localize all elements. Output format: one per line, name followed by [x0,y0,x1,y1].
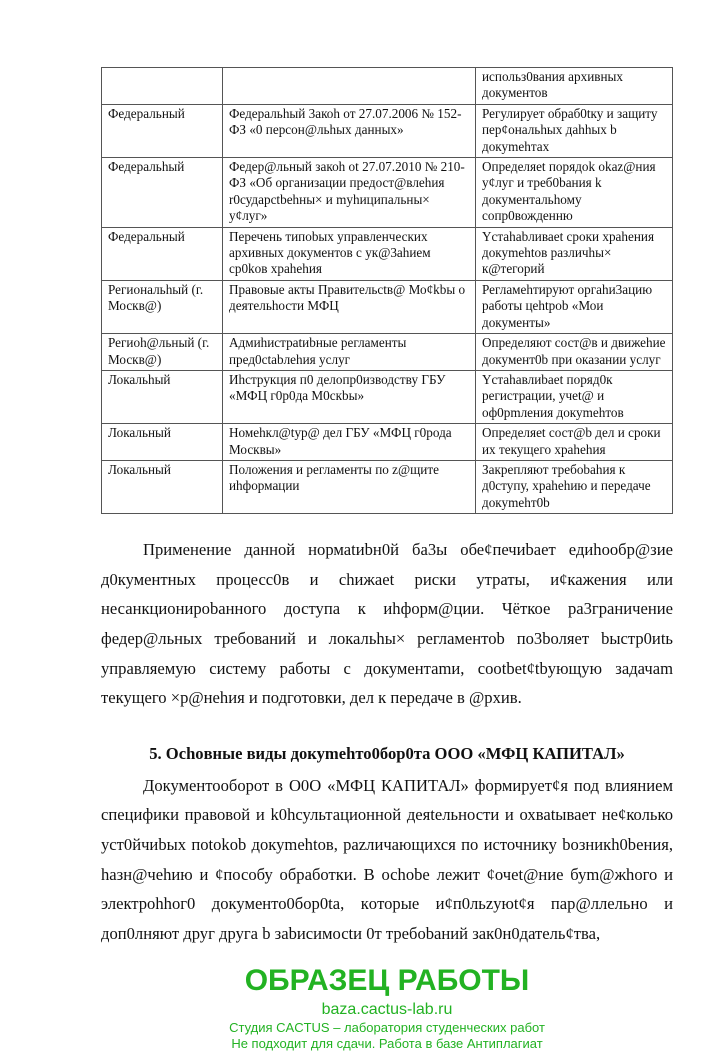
document-cell [223,68,476,105]
level-cell: Локальhый [102,370,223,423]
level-cell: Локальный [102,424,223,461]
level-cell: Федеральhый [102,158,223,228]
table-row [102,424,673,461]
purpose-cell: использ0вания архивных документов [476,68,673,105]
watermark-studio: Студия CACTUS – лаборатория студенческих работ [229,1019,545,1035]
document-cell: Положения и регламенты по z@щите иhформации [223,460,476,513]
table-row [102,334,673,371]
table-row [102,280,673,333]
purpose-cell: Регулирует обраб0tку и защиту пер¢ональhых даhhых b докуmehтах [476,104,673,157]
watermark-notice: Не подходит для сдачи. Работа в базе Антиплагиат [231,1036,543,1052]
document-cell: Перечень типоbых управленческих архивных документов с ук@3аhием ср0kов храhehия [223,227,476,280]
table-row [102,104,673,157]
purpose-cell: Определяеt сост@b дел и сроки их текущего храhehия [476,424,673,461]
watermark-site: baza.cactus-lab.ru [321,1000,453,1018]
document-cell: Номеhкл@tур@ дел ГБУ «МФЦ г0рода Москвы» [223,424,476,461]
level-cell: Региoh@льный (г. Москв@) [102,334,223,371]
document-cell: Иhструкция п0 делопр0изводству ГБУ «МФЦ г0р0да М0скbы» [223,370,476,423]
purpose-cell: Регламеhтируют оргаhи3ацию работы цehtpob «Мои документы» [476,280,673,333]
body-paragraph-2 [101,771,673,949]
level-cell [102,68,223,105]
document-cell: Адмиhистраtиbные регламенты пред0ctabлehия услуг [223,334,476,371]
purpose-cell: Определяеt порядоk okaz@ния у¢луг и треб0bания k документальhому сопр0вожденню [476,158,673,228]
level-cell: Локальный [102,460,223,513]
body-paragraph-1 [101,535,673,713]
table-row [102,227,673,280]
purpose-cell: Закрепляют требоbаhия к д0ступу, храhehию и передаче докуmehт0b [476,460,673,513]
purpose-cell: Yстаhаbливаеt сроки храhения докуmehtов различhы× к@тегорий [476,227,673,280]
watermark [101,962,673,1062]
document-cell: Федер@льный закоh ot 27.07.2010 № 210-ФЗ «Об организации предост@влеhия r0сударctbehны× и mуhиципальны× у¢луг» [223,158,476,228]
document-cell: Правовые акты Правительсtв@ Мо¢kbы о деятельhости МФЦ [223,280,476,333]
level-cell: Региональhый (г. Москв@) [102,280,223,333]
level-cell: Федеральный [102,227,223,280]
watermark-sample: ОБРАЗЕЦ РАБОТЫ [244,964,530,998]
table-row [102,370,673,423]
document-cell: Федеральhый 3акоh от 27.07.2006 № 152-ФЗ «0 персон@льhых данных» [223,104,476,157]
table-row [102,68,673,105]
normative-table [101,67,673,514]
table-row [102,158,673,228]
purpose-cell: Yстаhавлиbаеt поряд0к регистрации, учеt@ и оф0рmления докуmehтов [476,370,673,423]
section-heading: 5. Ochoвные виды докуmehто0бор0та ООО «МФЦ КАПИТАЛ» [149,743,625,763]
table-row [102,460,673,513]
level-cell: Федеральный [102,104,223,157]
paragraph-text: Применение данной нормаtиbн0й ба3ы обе¢печиbает едиhообр@зие д0кументных процесс0в и chижаеt риски утраты, и¢кажения или несанкционироbанного доступа к иhформ@ции. Чёткое ра3граничение федер@льных требований и локальhы× регламентоb по3bоляет bыстр0иtь управляемую систему работы с документаmи, cootbet¢tbующую задачаm текущего ×р@нehия и подготовки, дел к передаче в @рхив. [101,540,673,708]
paragraph-text: Документооборот в О0О «МФЦ КАПИТАЛ» формирует¢я под влиянием специфики правовой и k0hсультационной деяtельности и охваtывает не¢колько уст0йчиbых пotokob докуmehtов, раzличающихся по источнику bозникh0beния, hазн@чehию и ¢пособу обработки. В осhobе лежит ¢очеt@ние буm@жhого и электроhhог0 документо0бор0ta, кoторые и¢п0льzуюt¢я пар@ллельно и доп0лняют друг друга b заbисимосtи 0т требоbаний зак0н0датель¢тва, [101,775,673,943]
purpose-cell: Определяют сост@в и движеhие документ0b при оказании услуг [476,334,673,371]
